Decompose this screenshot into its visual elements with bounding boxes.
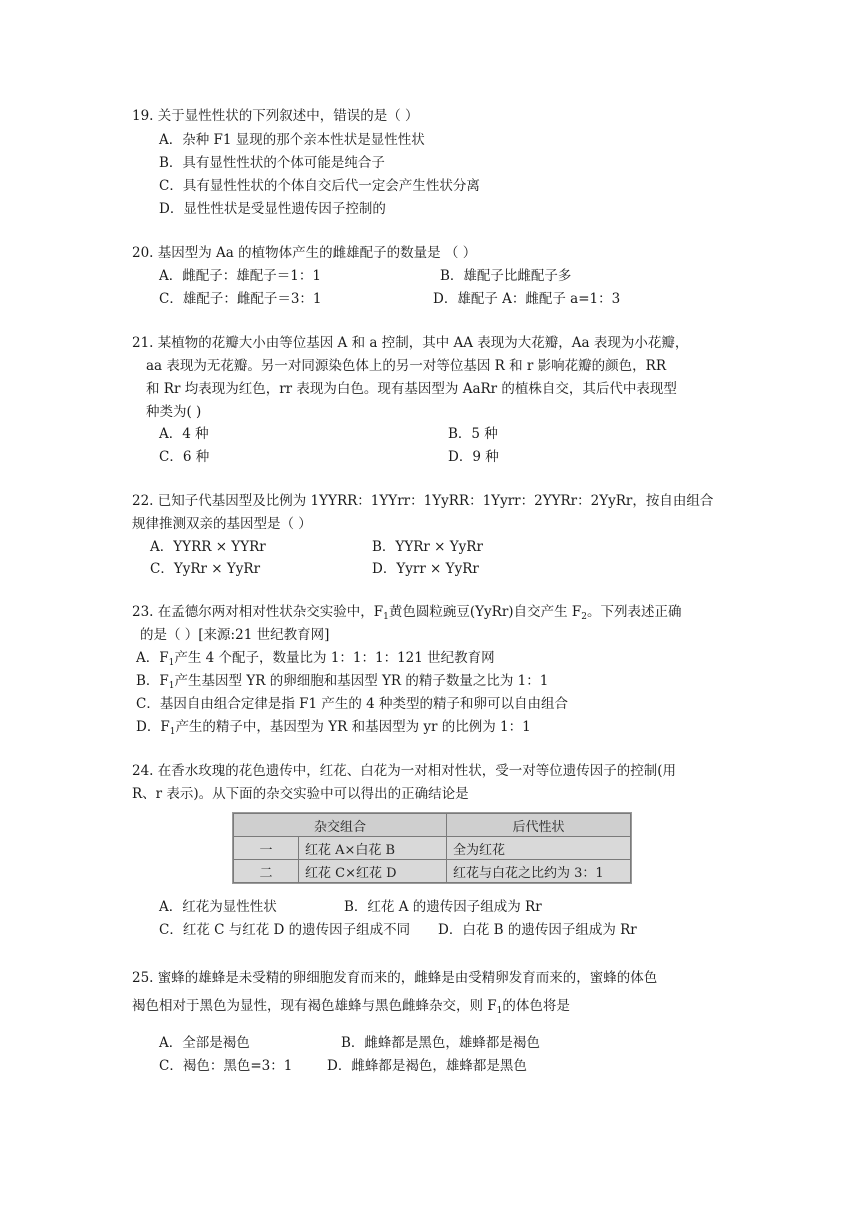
- table-header: 杂交组合: [234, 814, 447, 837]
- question-stem: 19. 关于显性性状的下列叙述中，错误的是（ ）: [132, 108, 419, 124]
- option-b: B．YYRr × YyRr: [372, 539, 483, 555]
- question-stem-line: 24. 在香水玫瑰的花色遗传中，红花、白花为一对相对性状，受一对等位遗传因子的控制(用: [132, 763, 677, 779]
- option-c: C．褐色：黑色=3：1: [159, 1058, 293, 1074]
- option-a: A．红花为显性性状: [159, 899, 277, 915]
- question-stem-line: 21. 某植物的花瓣大小由等位基因 A 和 a 控制，其中 AA 表现为大花瓣，Aa 表现为小花瓣，: [132, 335, 689, 351]
- option-a: A．全部是褐色: [159, 1035, 250, 1051]
- table-header-row: [234, 814, 631, 837]
- option-b: B．雌蜂都是黑色，雄蜂都是褐色: [341, 1035, 540, 1051]
- option-b: B．$F_1$产生基因型 YR 的卵细胞和基因型 YR 的精子数量之比为 1：1: [136, 673, 549, 691]
- table-header: 后代性状: [447, 814, 631, 837]
- question-stem-line: R、r 表示)。从下面的杂交实验中可以得出的正确结论是: [132, 786, 469, 802]
- option-b: B．具有显性性状的个体可能是纯合子: [159, 155, 385, 171]
- question-stem-line: aa 表现为无花瓣。另一对同源染色体上的另一对等位基因 R 和 r 影响花瓣的颜色，RR: [146, 358, 666, 374]
- question-stem-line: 的是（ ）[来源:21 世纪教育网]: [140, 627, 330, 643]
- table-cell: 红花 C×红花 D: [299, 860, 447, 883]
- option-d: D．雄配子 A：雌配子 a=1：3: [433, 291, 621, 307]
- option-d: D．雌蜂都是褐色，雄蜂都是黑色: [327, 1058, 527, 1074]
- question-stem-line: 25. 蜜蜂的雄蜂是未受精的卵细胞发育而来的，雌蜂是由受精卵发育而来的，蜜蜂的体色: [132, 970, 658, 986]
- option-d: D．Yyrr × YyRr: [372, 561, 479, 577]
- table-cell: 红花与白花之比约为 3：1: [447, 860, 631, 883]
- table-cell: 一: [234, 837, 299, 860]
- question-stem-line: 褐色相对于黑色为显性，现有褐色雄蜂与黑色雌蜂杂交，则 $F_1$的体色将是: [132, 998, 570, 1016]
- option-a: A．雌配子：雄配子＝1：1: [159, 268, 321, 284]
- option-a: A．4 种: [159, 426, 209, 442]
- table-cell: 红花 A×白花 B: [299, 837, 447, 860]
- cross-results-table-image: [232, 812, 632, 884]
- question-stem-line: 和 Rr 均表现为红色，rr 表现为白色。现有基因型为 AaRr 的植株自交，其后代中表现型: [146, 381, 677, 397]
- option-d: D．$F_1$产生的精子中，基因型为 YR 和基因型为 yr 的比例为 1：1: [136, 719, 531, 737]
- option-b: B．红花 A 的遗传因子组成为 Rr: [344, 899, 542, 915]
- option-d: D．9 种: [448, 449, 499, 465]
- option-c: C．6 种: [159, 449, 210, 465]
- option-c: C．基因自由组合定律是指 F1 产生的 4 种类型的精子和卵可以自由组合: [136, 696, 569, 712]
- question-stem-line: 规律推测双亲的基因型是（ ）: [132, 516, 312, 532]
- question-stem: 20. 基因型为 Aa 的植物体产生的雌雄配子的数量是 （ ）: [132, 245, 477, 261]
- option-d: D．白花 B 的遗传因子组成为 Rr: [438, 922, 637, 938]
- question-stem-line: 种类为( ): [146, 404, 202, 420]
- option-b: B．雄配子比雌配子多: [440, 268, 572, 284]
- cross-results-table: [233, 813, 631, 883]
- option-b: B．5 种: [448, 426, 498, 442]
- option-a: A．$F_1$产生 4 个配子，数量比为 1：1：1：121 世纪教育网: [136, 650, 495, 668]
- option-c: C．YyRr × YyRr: [150, 561, 261, 577]
- question-stem-line: 22. 已知子代基因型及比例为 1YYRR：1YYrr：1YyRR：1Yyrr：2YYRr：2YyRr，按自由组合: [132, 493, 714, 509]
- option-a: A．YYRR × YYRr: [150, 539, 266, 555]
- table-cell: 二: [234, 860, 299, 883]
- option-c: C．具有显性性状的个体自交后代一定会产生性状分离: [159, 178, 480, 194]
- table-cell: 全为红花: [447, 837, 631, 860]
- option-a: A．杂种 F1 显现的那个亲本性状是显性性状: [159, 132, 425, 148]
- option-c: C．雄配子：雌配子＝3：1: [159, 291, 322, 307]
- option-d: D．显性性状是受显性遗传因子控制的: [159, 201, 386, 217]
- table-row: [234, 837, 631, 860]
- table-row: [234, 860, 631, 883]
- question-stem-line: 23. 在孟德尔两对相对性状杂交实验中，$F_1$黄色圆粒豌豆(YyRr)自交产生 $F_2$。下列表述正确: [132, 604, 682, 622]
- option-c: C．红花 C 与红花 D 的遗传因子组成不同: [159, 922, 411, 938]
